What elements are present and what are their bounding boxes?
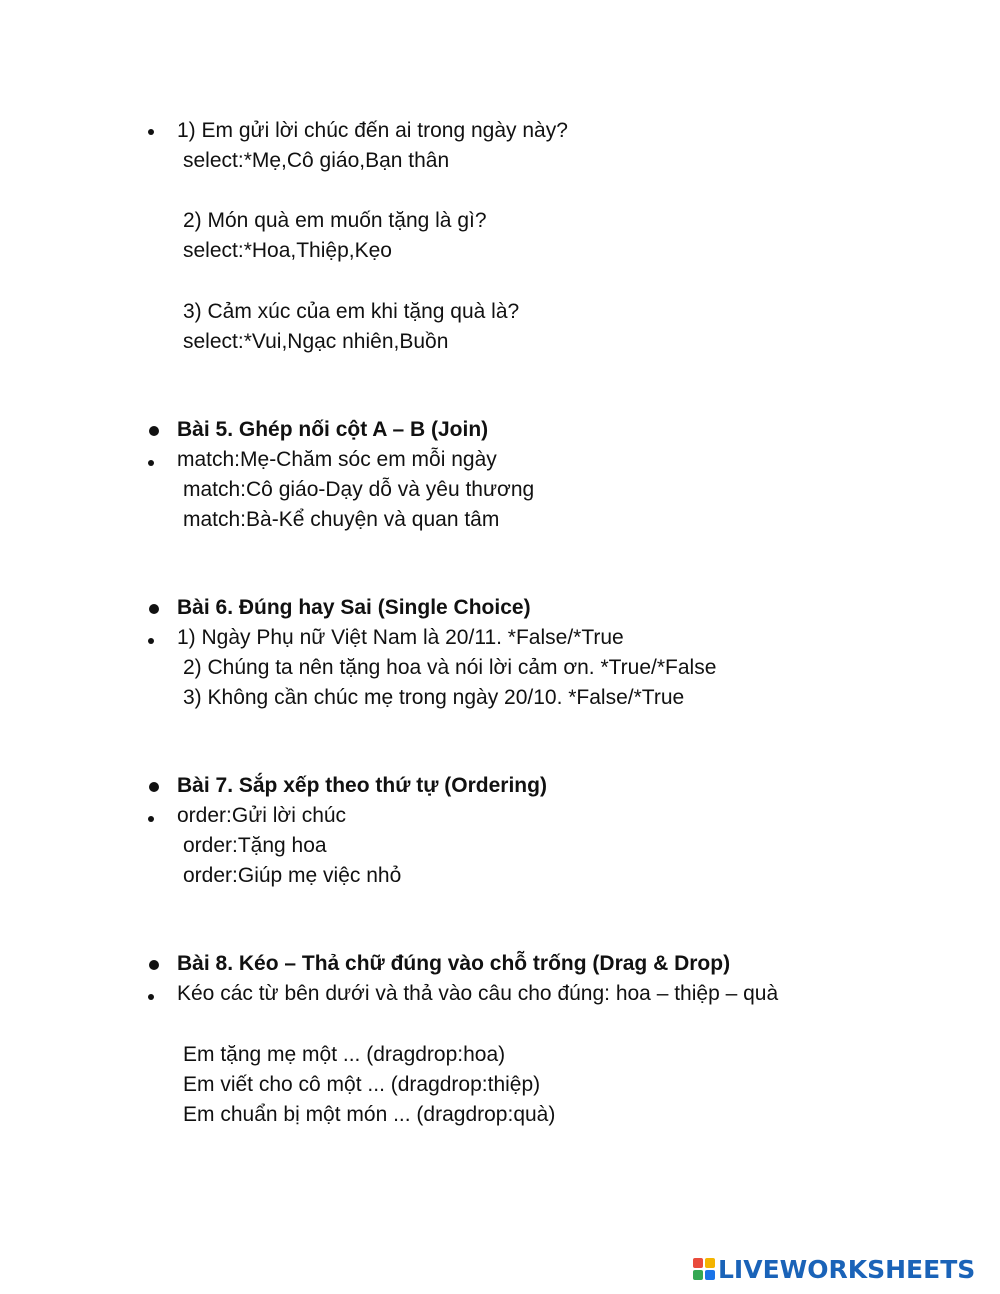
- question-2: 2) Món quà em muốn tặng là gì?: [183, 209, 487, 232]
- bai5-line-1: match:Mẹ-Chăm sóc em mỗi ngày: [177, 448, 497, 471]
- bai5-line-2: match:Cô giáo-Dạy dỗ và yêu thương: [183, 478, 535, 501]
- liveworksheets-logo: [693, 1256, 975, 1282]
- bai6-line-1: 1) Ngày Phụ nữ Việt Nam là 20/11. *False/*True: [177, 626, 624, 649]
- liveworksheets-logo-icon: [693, 1258, 715, 1280]
- logo-square: [693, 1258, 703, 1268]
- heading-bullet: [149, 426, 159, 436]
- bai7-line-3: order:Giúp mẹ việc nhỏ: [183, 864, 402, 887]
- logo-text: LIVEWORKSHEETS: [718, 1254, 976, 1284]
- bai8-line-1: Em tặng mẹ một ... (dragdrop:hoa): [183, 1043, 506, 1066]
- question-3-options: select:*Vui,Ngạc nhiên,Buồn: [183, 330, 449, 353]
- list-bullet: [148, 994, 154, 1000]
- logo-square: [705, 1258, 715, 1268]
- bai5-line-3: match:Bà-Kể chuyện và quan tâm: [183, 508, 500, 531]
- logo-square: [693, 1270, 703, 1280]
- bai6-line-2: 2) Chúng ta nên tặng hoa và nói lời cảm ơn. *True/*False: [183, 656, 717, 679]
- list-bullet: [148, 638, 154, 644]
- question-1-options: select:*Mẹ,Cô giáo,Bạn thân: [183, 149, 450, 172]
- heading-bullet: [149, 960, 159, 970]
- bai7-line-1: order:Gửi lời chúc: [177, 804, 347, 827]
- bai6-heading: Bài 6. Đúng hay Sai (Single Choice): [177, 596, 531, 619]
- list-bullet: [148, 129, 154, 135]
- bai8-line-3: Em chuẩn bị một món ... (dragdrop:quà): [183, 1103, 556, 1126]
- bai8-line-2: Em viết cho cô một ... (dragdrop:thiệp): [183, 1073, 541, 1096]
- question-1: 1) Em gửi lời chúc đến ai trong ngày này?: [177, 119, 568, 142]
- question-2-options: select:*Hoa,Thiệp,Kẹo: [183, 239, 392, 262]
- question-3: 3) Cảm xúc của em khi tặng quà là?: [183, 300, 520, 323]
- logo-square: [705, 1270, 715, 1280]
- bai7-heading: Bài 7. Sắp xếp theo thứ tự (Ordering): [177, 774, 547, 797]
- list-bullet: [148, 460, 154, 466]
- bai6-line-3: 3) Không cần chúc mẹ trong ngày 20/10. *False/*True: [183, 686, 685, 709]
- bai8-heading: Bài 8. Kéo – Thả chữ đúng vào chỗ trống (Drag & Drop): [177, 952, 731, 975]
- bai8-instruction: Kéo các từ bên dưới và thả vào câu cho đúng: hoa – thiệp – quà: [177, 982, 779, 1005]
- heading-bullet: [149, 782, 159, 792]
- bai5-heading: Bài 5. Ghép nối cột A – B (Join): [177, 418, 489, 441]
- bai7-line-2: order:Tặng hoa: [183, 834, 327, 857]
- list-bullet: [148, 816, 154, 822]
- heading-bullet: [149, 604, 159, 614]
